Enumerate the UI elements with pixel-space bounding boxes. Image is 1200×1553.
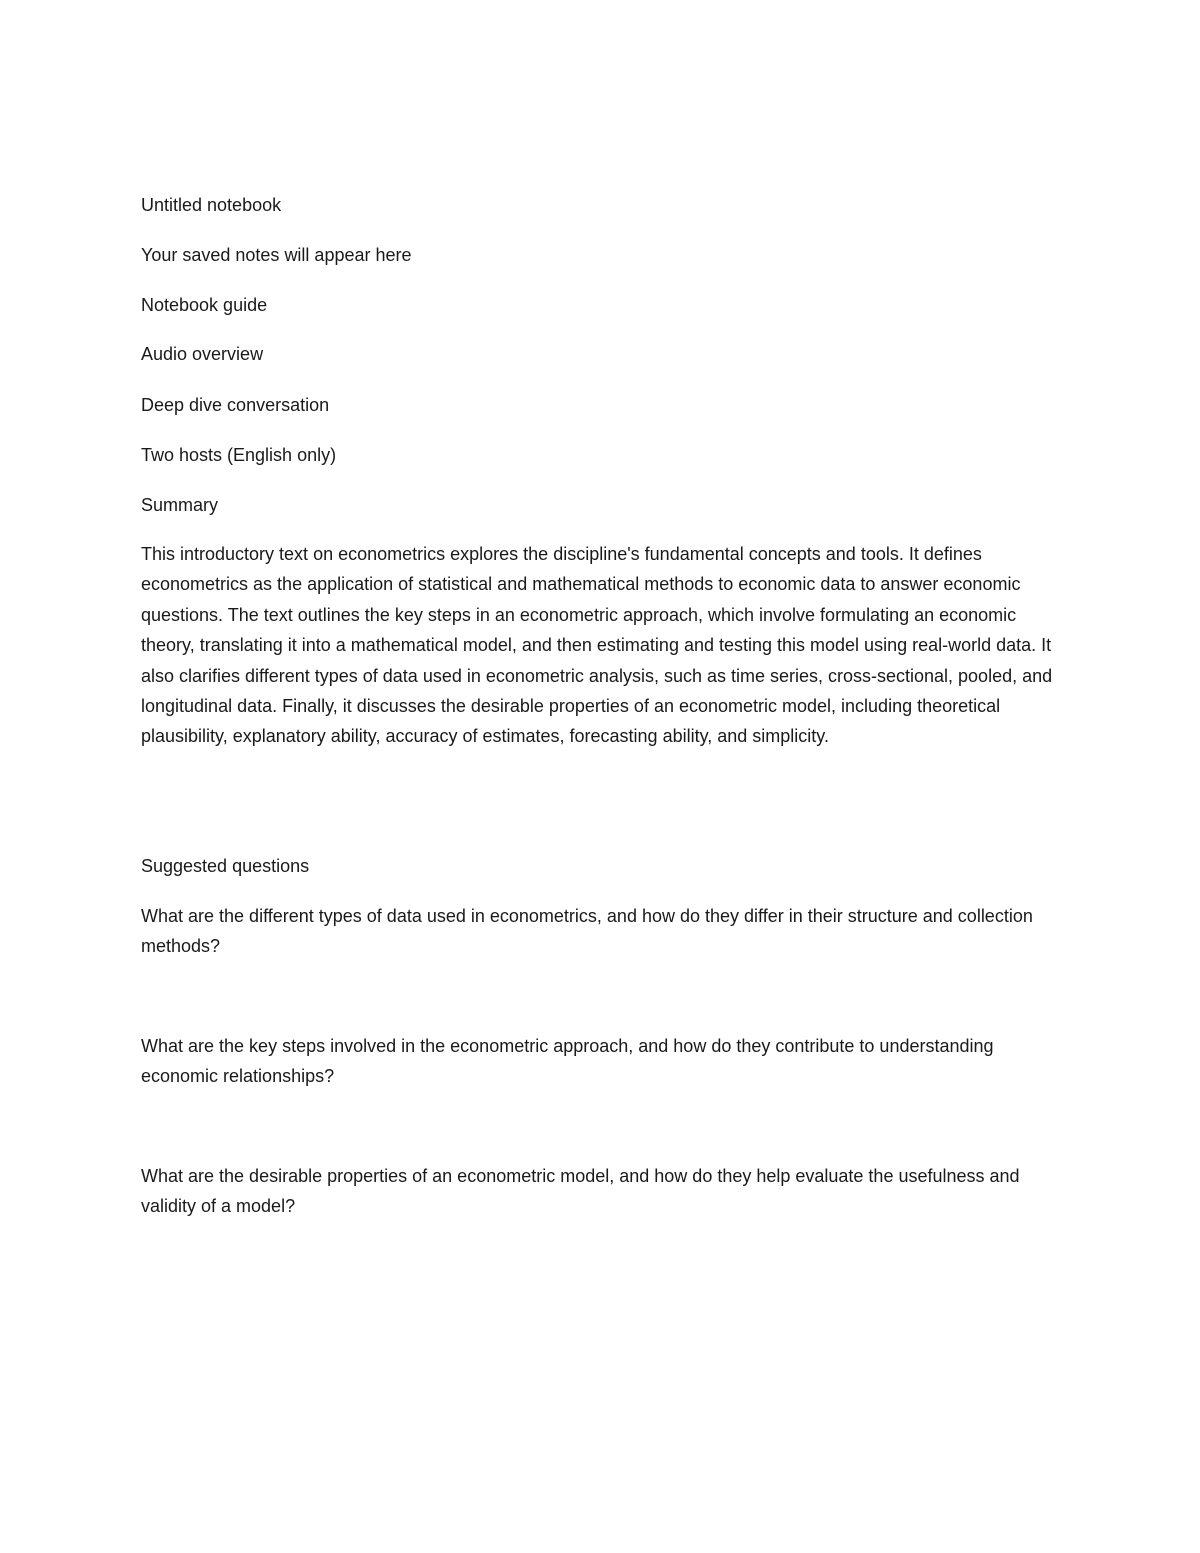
hosts-label: Two hosts (English only): [141, 445, 337, 465]
deep-dive-label: Deep dive conversation: [141, 395, 330, 415]
summary-heading: Summary: [141, 495, 219, 515]
suggested-question-2: What are the key steps involved in the econometric approach, and how do they contribute to understanding economic relationships?: [141, 1036, 994, 1087]
saved-notes-placeholder: Your saved notes will appear here: [141, 245, 412, 265]
suggested-questions-heading: Suggested questions: [141, 856, 310, 876]
suggested-question-1: What are the different types of data used in econometrics, and how do they differ in their structure and collection methods?: [141, 906, 1033, 957]
suggested-question-3: What are the desirable properties of an econometric model, and how do they help evaluate the usefulness and validity of a model?: [141, 1166, 1020, 1217]
notebook-guide-heading: Notebook guide: [141, 295, 268, 315]
summary-text: This introductory text on econometrics explores the discipline's fundamental concepts and tools. It defines econometrics as the application of statistical and mathematical methods to economic data to answer economic questions. The text outlines the key steps in an econometric approach, which involve formulating an economic theory, translating it into a mathematical model, and then estimating and testing this model using real-world data. It also clarifies different types of data used in econometric analysis, such as time series, cross-sectional, pooled, and longitudinal data. Finally, it discusses the desirable properties of an econometric model, including theoretical plausibility, explanatory ability, accuracy of estimates, forecasting ability, and simplicity.: [141, 544, 1053, 747]
notebook-title: Untitled notebook: [141, 195, 282, 215]
audio-overview-label: Audio overview: [141, 344, 264, 364]
